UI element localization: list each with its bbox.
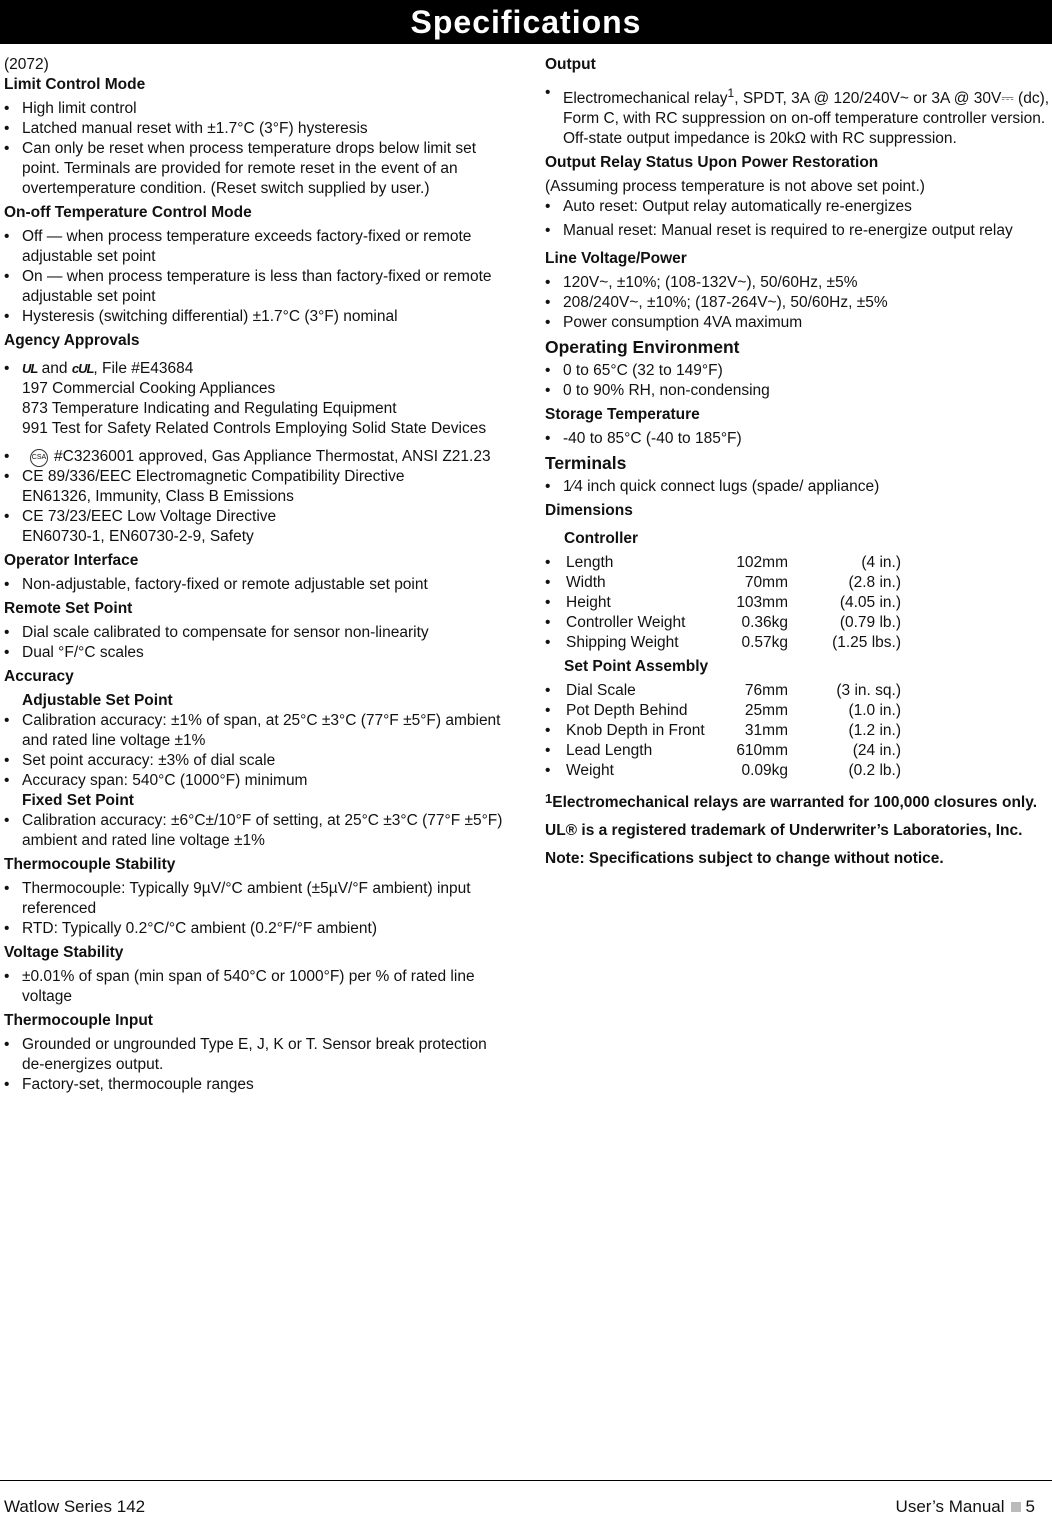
list-item: • Dial scale calibrated to compensate for sensor non-linearity: [4, 623, 510, 643]
cul-logo-icon: cUL: [71, 361, 94, 376]
dim-name: Height: [566, 594, 611, 611]
adjustable-set-point-list: [4, 711, 510, 791]
dim-name: Pot Depth Behind: [566, 702, 688, 719]
terminals-list: [545, 477, 1050, 497]
list-item: • RTD: Typically 0.2°C/°C ambient (0.2°F/°F ambient): [4, 919, 510, 939]
ul-standard-line: 991 Test for Safety Related Controls Employing Solid State Devices: [22, 420, 487, 437]
list-item: • Accuracy span: 540°C (1000°F) minimum: [4, 771, 510, 791]
thermocouple-input-heading: Thermocouple Input: [4, 1012, 153, 1029]
dim-imperial: (4.05 in.): [839, 594, 901, 611]
table-row: • Lead Length 610mm (24 in.): [545, 742, 901, 759]
dim-metric: 0.57kg: [741, 634, 788, 651]
left-column: [4, 55, 510, 1095]
line-voltage-list: [545, 273, 1050, 333]
table-row: • Length 102mm (4 in.): [545, 554, 901, 571]
ce-emc-directive: • CE 89/336/EEC Electromagnetic Compatibility Directive: [22, 468, 405, 485]
footnote-marker: 1: [727, 86, 735, 100]
output-text-a: Electromechanical relay: [563, 90, 728, 107]
ul-and-text: and: [41, 360, 68, 377]
page-banner-title: Specifications: [0, 0, 1052, 44]
ul-file-number: , File #E43684: [93, 360, 194, 377]
list-item: • 1⁄4 inch quick connect lugs (spade/ appliance): [545, 477, 1050, 497]
list-item: • Off — when process temperature exceeds factory-fixed or remote adjustable set point: [4, 227, 510, 267]
ul-logo-icon: UL: [22, 361, 38, 376]
csa-approval-item: [4, 447, 510, 467]
list-item: • Power consumption 4VA maximum: [545, 313, 1050, 333]
list-item: • -40 to 85°C (-40 to 185°F): [545, 429, 1050, 449]
dim-name: Knob Depth in Front: [566, 722, 705, 739]
list-item: • Dual °F/°C scales: [4, 643, 510, 663]
ce-lvd-directive: • CE 73/23/EEC Low Voltage Directive: [22, 508, 277, 525]
output-relay-status-list: [545, 197, 1050, 241]
csa-approval-text: #C3236001 approved, Gas Appliance Thermostat, ANSI Z21.23: [54, 448, 491, 465]
adjustable-set-point-heading: Adjustable Set Point: [22, 692, 173, 709]
output-relay-status-heading: Output Relay Status Upon Power Restoration: [545, 154, 879, 171]
dim-metric: 25mm: [744, 702, 788, 719]
ce-lvd-item: [4, 507, 510, 547]
dim-metric: 0.36kg: [741, 614, 788, 631]
thermocouple-input-list: [4, 1035, 510, 1095]
storage-temperature-heading: Storage Temperature: [545, 406, 700, 423]
dim-name: Lead Length: [566, 742, 653, 759]
agency-approvals-list: [4, 359, 510, 547]
page-number: 5: [1025, 1497, 1035, 1516]
dim-imperial: (0.79 lb.): [839, 614, 901, 631]
dim-metric: 31mm: [744, 722, 788, 739]
list-item: • 0 to 65°C (32 to 149°F): [545, 361, 1050, 381]
ce-emc-item: [4, 467, 510, 507]
table-row: • Knob Depth in Front 31mm (1.2 in.): [545, 722, 901, 739]
remote-set-point-list: [4, 623, 510, 663]
table-row: • Dial Scale 76mm (3 in. sq.): [545, 682, 901, 699]
table-row: • Shipping Weight 0.57kg (1.25 lbs.): [545, 634, 901, 651]
dim-imperial: (1.2 in.): [848, 722, 901, 739]
agency-approvals-heading: Agency Approvals: [4, 332, 140, 349]
dim-name: Width: [566, 574, 606, 591]
dim-name: Dial Scale: [566, 682, 636, 699]
list-item: • Calibration accuracy: ±6°C±/10°F of setting, at 25°C ±3°C (77°F ±5°F) ambient and rated line voltage ±1%: [4, 811, 510, 851]
dim-imperial: (1.0 in.): [848, 702, 901, 719]
ul-standard-line: 197 Commercial Cooking Appliances: [22, 380, 276, 397]
dim-metric: 76mm: [744, 682, 788, 699]
output-list: [545, 83, 1050, 149]
footnote-marker: 1: [545, 791, 553, 806]
list-item: • Non-adjustable, factory-fixed or remote adjustable set point: [4, 575, 510, 595]
fixed-set-point-heading: Fixed Set Point: [22, 792, 134, 809]
dim-imperial: (24 in.): [852, 742, 901, 759]
dim-name: Shipping Weight: [566, 634, 679, 651]
list-item: • Factory-set, thermocouple ranges: [4, 1075, 510, 1095]
limit-control-list: [4, 99, 510, 199]
dim-name: Controller Weight: [566, 614, 686, 631]
fixed-set-point-list: [4, 811, 510, 851]
dim-imperial: (0.2 lb.): [848, 762, 901, 779]
controller-dimensions-table: [545, 553, 901, 653]
remote-set-point-heading: Remote Set Point: [4, 600, 133, 617]
change-notice: Note: Specifications subject to change without notice.: [545, 850, 944, 867]
relay-footnote-text: Electromechanical relays are warranted for 100,000 closures only.: [552, 794, 1037, 811]
voltage-stability-heading: Voltage Stability: [4, 944, 124, 961]
dimensions-heading: Dimensions: [545, 502, 633, 519]
thermocouple-stability-list: [4, 879, 510, 939]
limit-control-heading: Limit Control Mode: [4, 76, 146, 93]
dim-metric: 610mm: [736, 742, 788, 759]
relay-footnote: [545, 789, 1050, 813]
dim-imperial: (3 in. sq.): [836, 682, 901, 699]
right-column: [545, 55, 1050, 873]
list-item: • Hysteresis (switching differential) ±1.7°C (3°F) nominal: [4, 307, 510, 327]
table-row: • Weight 0.09kg (0.2 lb.): [545, 762, 901, 779]
list-item: • Latched manual reset with ±1.7°C (3°F) hysteresis: [4, 119, 510, 139]
list-item: • Thermocouple: Typically 9µV/°C ambient (±5µV/°F ambient) input referenced: [4, 879, 510, 919]
list-item: • 208/240V~, ±10%; (187-264V~), 50/60Hz, ±5%: [545, 293, 1050, 313]
model-number: (2072): [4, 56, 49, 73]
dim-name: Weight: [566, 762, 614, 779]
dim-name: Length: [566, 554, 614, 571]
table-row: • Pot Depth Behind 25mm (1.0 in.): [545, 702, 901, 719]
list-item: • 0 to 90% RH, non-condensing: [545, 381, 1050, 401]
list-item: • 120V~, ±10%; (108-132V~), 50/60Hz, ±5%: [545, 273, 1050, 293]
footer-right: [896, 1497, 1035, 1517]
thermocouple-stability-heading: Thermocouple Stability: [4, 856, 176, 873]
list-item: • Auto reset: Output relay automatically re-energizes: [545, 197, 1050, 217]
ul-standard-line: 873 Temperature Indicating and Regulating Equipment: [22, 400, 397, 417]
footer-manual-label: User’s Manual: [895, 1497, 1005, 1516]
table-row: • Controller Weight 0.36kg (0.79 lb.): [545, 614, 901, 631]
controller-heading: Controller: [564, 530, 639, 547]
set-point-assembly-heading: Set Point Assembly: [564, 658, 709, 675]
operating-environment-heading: Operating Environment: [545, 337, 740, 357]
list-item: • Can only be reset when process temperature drops below limit set point. Terminals are provided for remote reset in the event of an overtemperature condition. (Reset switch supplied by user.): [4, 139, 510, 199]
output-heading: Output: [545, 56, 596, 73]
footer-left-text: Watlow Series 142: [4, 1497, 146, 1516]
dim-metric: 70mm: [744, 574, 788, 591]
dim-imperial: (4 in.): [861, 554, 901, 571]
list-item: • ±0.01% of span (min span of 540°C or 1000°F) per % of rated line voltage: [4, 967, 510, 1007]
line-voltage-heading: Line Voltage/Power: [545, 250, 687, 267]
accuracy-heading: Accuracy: [4, 668, 74, 685]
onoff-control-heading: On-off Temperature Control Mode: [4, 204, 252, 221]
set-point-assembly-table: [545, 681, 901, 781]
ce-emc-standard: EN61326, Immunity, Class B Emissions: [22, 488, 294, 505]
terminals-heading: Terminals: [545, 453, 627, 473]
list-item: • Set point accuracy: ±3% of dial scale: [4, 751, 510, 771]
ul-approval-item: [4, 359, 510, 439]
list-item: • High limit control: [4, 99, 510, 119]
table-row: • Height 103mm (4.05 in.): [545, 594, 901, 611]
operating-environment-list: [545, 361, 1050, 401]
operator-interface-heading: Operator Interface: [4, 552, 139, 569]
csa-logo-icon: CSA: [30, 449, 48, 467]
dim-metric: 103mm: [736, 594, 788, 611]
table-row: • Width 70mm (2.8 in.): [545, 574, 901, 591]
ce-lvd-standard: EN60730-1, EN60730-2-9, Safety: [22, 528, 254, 545]
list-item: • Calibration accuracy: ±1% of span, at 25°C ±3°C (77°F ±5°F) ambient and rated line voltage ±1%: [4, 711, 510, 751]
dim-metric: 0.09kg: [741, 762, 788, 779]
list-item: • Grounded or ungrounded Type E, J, K or T. Sensor break protection de-energizes output.: [4, 1035, 510, 1075]
output-item: [545, 83, 1050, 149]
trademark-note: UL® is a registered trademark of Underwriter’s Laboratories, Inc.: [545, 822, 1023, 839]
onoff-control-list: [4, 227, 510, 327]
footer-divider: [0, 1480, 1052, 1481]
operator-interface-list: [4, 575, 510, 595]
list-item: • On — when process temperature is less than factory-fixed or remote adjustable set point: [4, 267, 510, 307]
dim-metric: 102mm: [736, 554, 788, 571]
dim-imperial: (2.8 in.): [848, 574, 901, 591]
output-relay-status-note: (Assuming process temperature is not above set point.): [545, 178, 925, 195]
output-text-b: , SPDT, 3A @ 120/240V~ or 3A @ 30V⎓ (dc), Form C, with RC suppression on on-off temperature controller version. Off-state output impedance is 20kΩ with RC suppression.: [563, 90, 1050, 147]
square-separator-icon: [1011, 1502, 1021, 1512]
storage-temperature-list: [545, 429, 1050, 449]
voltage-stability-list: [4, 967, 510, 1007]
dim-imperial: (1.25 lbs.): [832, 634, 901, 651]
list-item: • Manual reset: Manual reset is required to re-energize output relay: [545, 221, 1050, 241]
